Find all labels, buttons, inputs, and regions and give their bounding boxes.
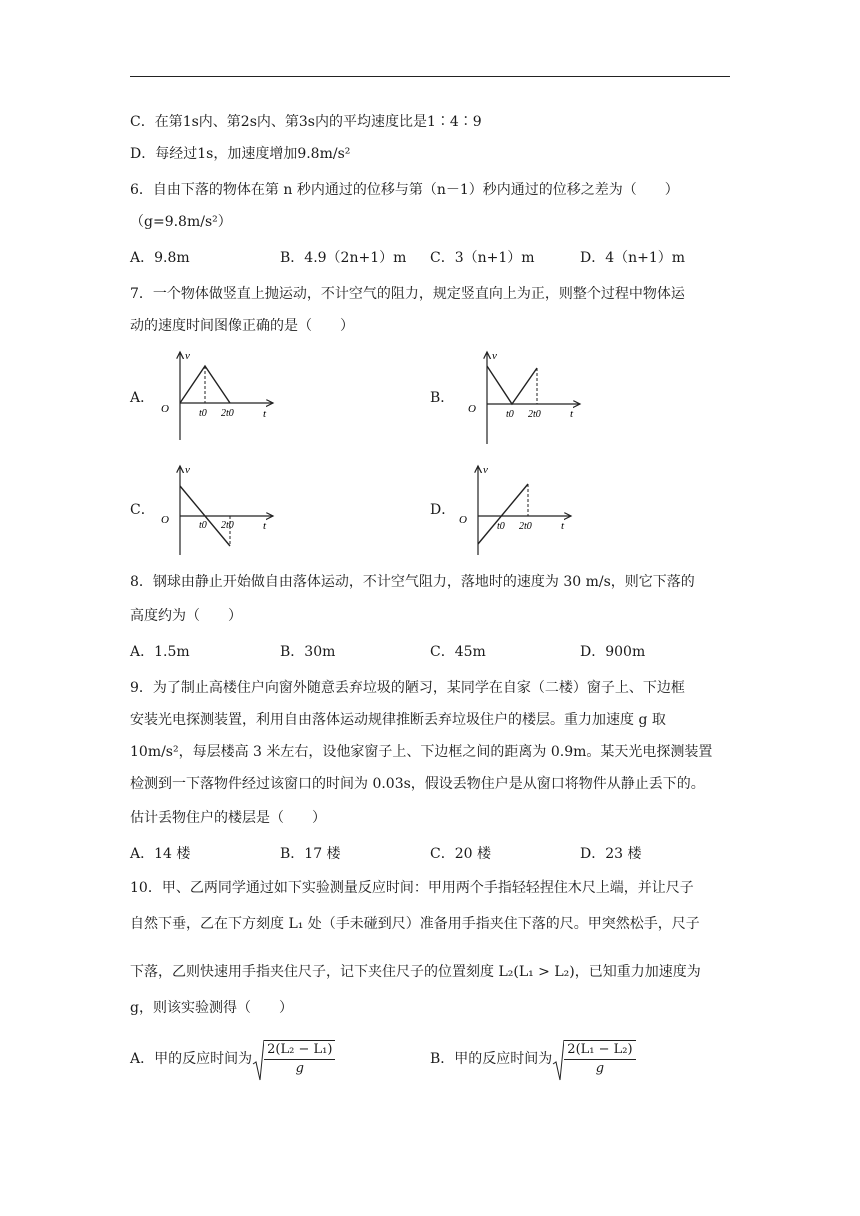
- q10-option-a-sqrt: [252, 1040, 335, 1078]
- q7-graph-a: [155, 348, 280, 443]
- q7-graph-c-v: v: [185, 464, 190, 476]
- q10-option-b[interactable]: [430, 1040, 636, 1078]
- q8-stem-cont: 高度约为（ ）: [130, 608, 242, 624]
- q9-option-a[interactable]: A．14 楼: [130, 846, 191, 862]
- q7-graph-c-tick1: t0: [199, 520, 207, 531]
- q10-option-a[interactable]: [130, 1040, 335, 1078]
- q7-graph-b-origin: O: [468, 403, 476, 415]
- q10-option-a-prefix: A．甲的反应时间为: [130, 1051, 253, 1067]
- q7-stem: 7．一个物体做竖直上抛运动，不计空气的阻力，规定竖直向上为正，则整个过程中物体运: [130, 286, 685, 302]
- q6-option-c[interactable]: C．3（n+1）m: [430, 250, 535, 266]
- q7-graph-a-t: t: [263, 408, 267, 420]
- q7-graph-a-origin: O: [161, 403, 169, 415]
- q7-graph-d-origin: O: [459, 514, 467, 526]
- q7-graph-d-v: v: [483, 464, 488, 476]
- q7-graph-b-label[interactable]: B．: [430, 390, 455, 406]
- q10-option-b-sqrt: [552, 1040, 635, 1078]
- q10-option-a-denominator: g: [295, 1061, 304, 1076]
- q5-option-d: D．每经过1s，加速度增加9.8m/s²: [130, 146, 351, 162]
- q9-stem-1: 9．为了制止高楼住户向窗外随意丢弃垃圾的陋习，某同学在自家（二楼）窗子上、下边框: [130, 680, 685, 696]
- q9-option-c[interactable]: C．20 楼: [430, 846, 491, 862]
- q5-option-c: C．在第1s内、第2s内、第3s内的平均速度比是1∶4∶9: [130, 114, 482, 130]
- q7-graph-b-tick2: 2t0: [528, 409, 541, 420]
- q7-graph-d: [453, 462, 578, 557]
- q7-graph-d-tick1: t0: [497, 521, 505, 532]
- q10-stem-2: 自然下垂，乙在下方刻度 L₁ 处（手未碰到尺）准备用手指夹住下落的尺。甲突然松手，尺子: [130, 916, 700, 932]
- q7-graph-a-tick2: 2t0: [221, 408, 234, 419]
- q7-graph-a-tick1: t0: [199, 408, 207, 419]
- q7-graph-c-tick2: 2t0: [221, 520, 234, 531]
- q9-stem-2: 安装光电探测装置，利用自由落体运动规律推断丢弃垃圾住户的楼层。重力加速度 g 取: [130, 712, 666, 728]
- q7-graph-a-label[interactable]: A．: [130, 390, 155, 406]
- q8-option-c[interactable]: C．45m: [430, 644, 486, 660]
- q10-option-b-denominator: g: [595, 1061, 605, 1076]
- q8-option-a[interactable]: A．1.5m: [130, 644, 190, 660]
- q7-graph-b-tick1: t0: [506, 409, 514, 420]
- q7-graph-b: [462, 348, 587, 446]
- q7-stem-cont: 动的速度时间图像正确的是（ ）: [130, 318, 354, 334]
- q7-graph-a-v: v: [185, 350, 190, 362]
- q7-graph-c-t: t: [263, 520, 267, 532]
- q7-graph-c-origin: O: [161, 514, 169, 526]
- q9-option-b[interactable]: B．17 楼: [280, 846, 341, 862]
- q7-graph-d-curve: [478, 484, 528, 544]
- q6-option-d[interactable]: D．4（n+1）m: [580, 250, 686, 266]
- q9-stem-5: 估计丢物住户的楼层是（ ）: [130, 810, 326, 826]
- q9-option-d[interactable]: D．23 楼: [580, 846, 642, 862]
- q7-graph-d-tick2: 2t0: [519, 521, 532, 532]
- q8-option-d[interactable]: D．900m: [580, 644, 646, 660]
- q8-stem: 8．钢球由静止开始做自由落体运动，不计空气阻力，落地时的速度为 30 m/s，则它下落的: [130, 574, 695, 590]
- q7-graph-c: [155, 462, 280, 557]
- header-rule: [130, 76, 730, 77]
- q10-stem-4: g，则该实验测得（ ）: [130, 1000, 293, 1016]
- q8-option-b[interactable]: B．30m: [280, 644, 336, 660]
- q7-graph-b-t: t: [570, 408, 574, 420]
- q7-graph-d-label[interactable]: D．: [430, 502, 456, 518]
- q10-option-b-numerator: 2(L₁ − L₂): [564, 1041, 635, 1060]
- q10-stem-3: 下落，乙则快速用手指夹住尺子，记下夹住尺子的位置刻度 L₂(L₁ > L₂)，已知重力加速度为: [130, 964, 701, 980]
- q6-stem-cont: （g=9.8m/s²）: [130, 214, 232, 230]
- q7-graph-b-v: v: [492, 350, 497, 362]
- q7-graph-d-t: t: [561, 520, 565, 532]
- q10-option-b-prefix: B．甲的反应时间为: [430, 1051, 553, 1067]
- q10-stem-1: 10．甲、乙两同学通过如下实验测量反应时间：甲用两个手指轻轻捏住木尺上端，并让尺子: [130, 880, 694, 896]
- q6-stem: 6．自由下落的物体在第 n 秒内通过的位移与第（n－1）秒内通过的位移之差为（ ）: [130, 182, 679, 198]
- q9-stem-4: 检测到一下落物件经过该窗口的时间为 0.03s，假设丢物住户是从窗口将物件从静止丢下的。: [130, 776, 705, 792]
- q9-stem-3: 10m/s²，每层楼高 3 米左右，设他家窗子上、下边框之间的距离为 0.9m。某天光电探测装置: [130, 744, 713, 760]
- q10-option-a-numerator: 2(L₂ − L₁): [264, 1041, 335, 1060]
- q6-option-b[interactable]: B．4.9（2n+1）m: [280, 250, 407, 266]
- q7-graph-b-curve: [487, 366, 537, 404]
- q6-option-a[interactable]: A．9.8m: [130, 250, 190, 266]
- q7-graph-c-label[interactable]: C．: [130, 502, 155, 518]
